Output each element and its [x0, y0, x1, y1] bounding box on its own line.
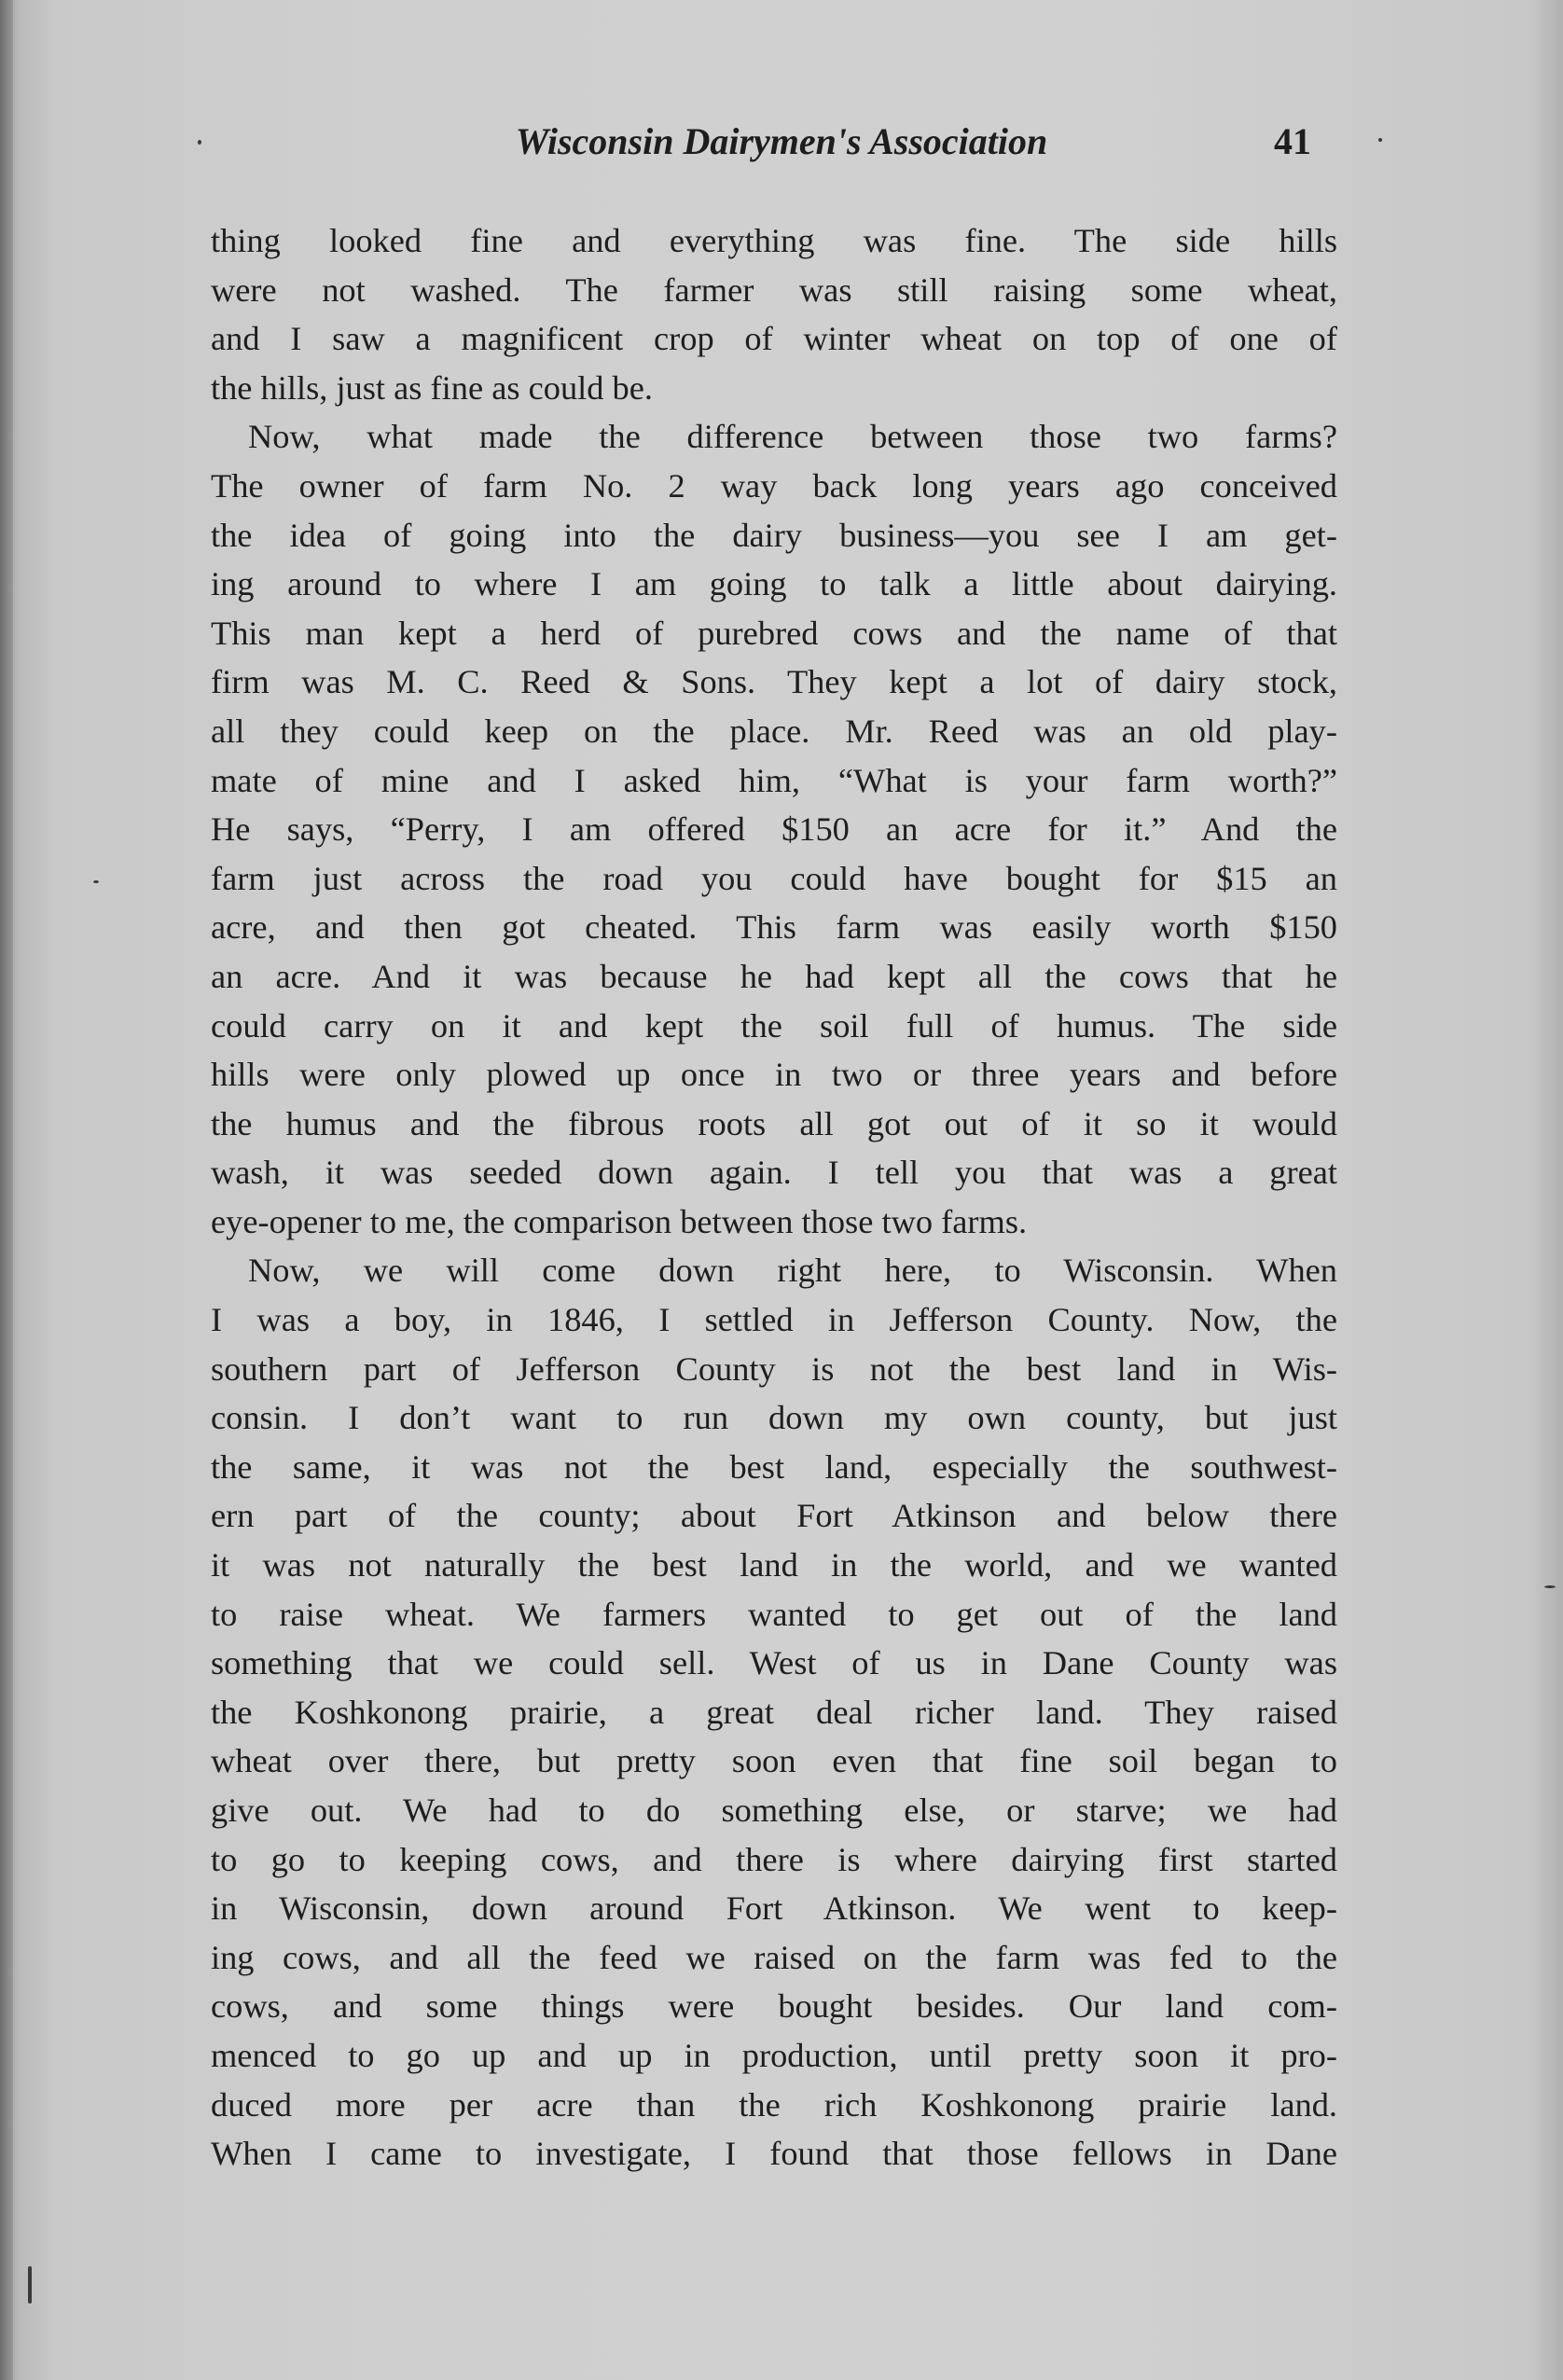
text-line: the same, it was not the best land, especially the southwest- — [211, 1447, 1337, 1486]
text-line: firm was M. C. Reed & Sons. They kept a lot of dairy stock, — [211, 663, 1337, 701]
text-line: ing around to where I am going to talk a little about dairying. — [211, 565, 1337, 603]
page-binding-edge — [0, 0, 13, 2380]
text-line: eye-opener to me, the comparison between those two farms. — [211, 1202, 1028, 1240]
text-line: Now, what made the difference between those two farms? — [248, 418, 1337, 456]
text-line: it was not naturally the best land in the world, and we wanted — [211, 1546, 1337, 1584]
text-line: He says, “Perry, I am offered $150 an acre for it.” And the — [211, 810, 1337, 849]
scan-speck — [28, 2266, 32, 2304]
text-line: thing looked fine and everything was fine. The side hills — [211, 222, 1337, 259]
text-line: wash, it was seeded down again. I tell you that was a great — [211, 1154, 1337, 1192]
text-line: consin. I don’t want to run down my own county, but just — [211, 1399, 1337, 1437]
text-line: the humus and the fibrous roots all got out of it so it would — [211, 1104, 1337, 1142]
text-line: give out. We had to do something else, or starve; we had — [211, 1792, 1337, 1829]
text-line: The owner of farm No. 2 way back long years ago conceived — [211, 466, 1337, 505]
running-title: Wisconsin Dairymen's Association — [515, 120, 1048, 162]
text-line: ern part of the county; about Fort Atkinson and below there — [211, 1497, 1337, 1535]
text-line: an acre. And it was because he had kept all the cows that he — [211, 957, 1337, 995]
text-line: hills were only plowed up once in two or three years and before — [211, 1056, 1337, 1094]
scan-speck — [1378, 138, 1382, 142]
text-line: farm just across the road you could have bought for $15 an — [211, 859, 1337, 897]
text-line: to raise wheat. We farmers wanted to get out of the land — [211, 1595, 1337, 1633]
text-line: When I came to investigate, I found that those fellows in Dane — [211, 2135, 1337, 2173]
text-line: mate of mine and I asked him, “What is your farm worth?” — [211, 761, 1337, 799]
text-line: the Koshkonong prairie, a great deal richer land. They raised — [211, 1693, 1337, 1731]
body-text — [211, 216, 1337, 2179]
scan-speck — [1544, 1585, 1556, 1588]
text-line: something that we could sell. West of us in Dane County was — [211, 1644, 1337, 1682]
text-line: cows, and some things were bought besides. Our land com- — [211, 1987, 1337, 2026]
text-line: were not washed. The farmer was still raising some wheat, — [211, 270, 1337, 309]
text-line: menced to go up and up in production, until pretty soon it pro- — [211, 2036, 1337, 2074]
scan-speck — [93, 880, 99, 883]
text-line: to go to keeping cows, and there is where dairying first started — [211, 1840, 1337, 1878]
text-line: Now, we will come down right here, to Wisconsin. When — [248, 1252, 1337, 1290]
text-line: This man kept a herd of purebred cows and the name of that — [211, 614, 1337, 652]
text-line: southern part of Jefferson County is not the best land in Wis- — [211, 1349, 1337, 1388]
text-line: ing cows, and all the feed we raised on the farm was fed to the — [211, 1938, 1337, 1976]
text-line: all they could keep on the place. Mr. Reed was an old play- — [211, 712, 1337, 750]
text-line: I was a boy, in 1846, I settled in Jefferson County. Now, the — [211, 1301, 1337, 1339]
text-line: in Wisconsin, down around Fort Atkinson. We went to keep- — [211, 1889, 1337, 1928]
text-line: duced more per acre than the rich Koshkonong prairie land. — [211, 2085, 1337, 2124]
scan-speck — [198, 140, 201, 145]
text-line: could carry on it and kept the soil full of humus. The side — [211, 1006, 1337, 1045]
page-number: 41 — [1274, 120, 1311, 162]
text-line: wheat over there, but pretty soon even that fine soil began to — [211, 1742, 1337, 1780]
text-line: and I saw a magnificent crop of winter wheat on top of one of — [211, 320, 1337, 358]
page-header — [214, 119, 1311, 185]
text-line: the idea of going into the dairy business—you see I am get- — [211, 516, 1337, 554]
text-line: acre, and then got cheated. This farm was easily worth $150 — [211, 908, 1337, 947]
text-line: the hills, just as fine as could be. — [211, 368, 654, 407]
